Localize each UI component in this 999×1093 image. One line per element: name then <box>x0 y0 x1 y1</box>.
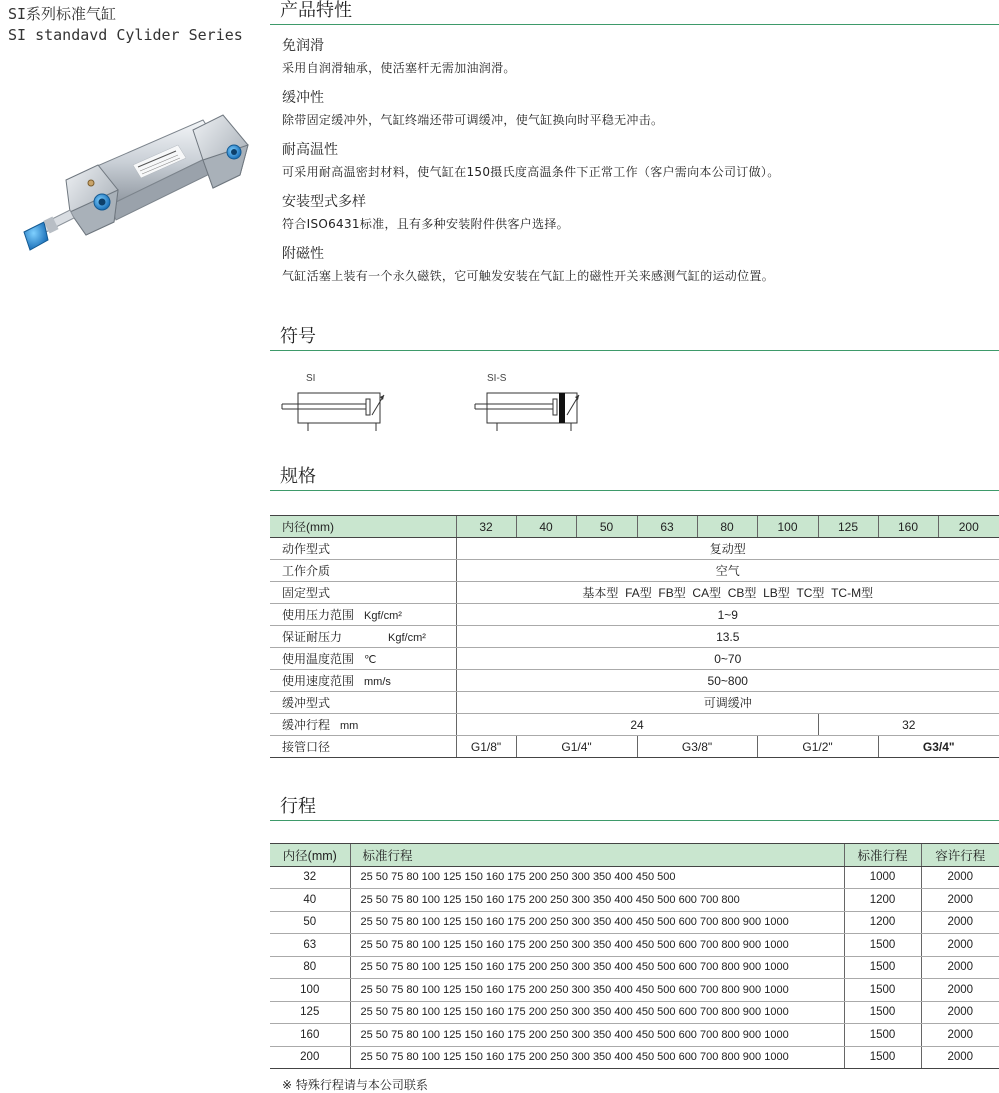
spec-port-row <box>270 736 999 758</box>
stroke-list: 25 50 75 80 100 125 150 160 175 200 250 300 350 400 450 500 600 700 800 <box>350 889 844 912</box>
spec-row-label-cell <box>270 692 456 714</box>
spec-bore-cell: 50 <box>576 516 637 538</box>
spec-row-label-cell <box>270 648 456 670</box>
stroke-bore: 80 <box>270 956 350 979</box>
spec-row-label: 工作介质 <box>282 564 331 578</box>
spec-cushion-label: 缓冲行程 <box>282 718 331 732</box>
stroke-std: 1500 <box>844 934 921 957</box>
stroke-std: 1200 <box>844 911 921 934</box>
stroke-std: 1200 <box>844 889 921 912</box>
stroke-table <box>270 843 999 1069</box>
stroke-list: 25 50 75 80 100 125 150 160 175 200 250 300 350 400 450 500 600 700 800 900 1000 <box>350 1001 844 1024</box>
stroke-max: 2000 <box>921 979 999 1002</box>
stroke-max: 2000 <box>921 1046 999 1069</box>
spec-row-label: 缓冲型式 <box>282 696 331 710</box>
spec-row-label: 保证耐压力 <box>282 630 343 644</box>
stroke-bore: 125 <box>270 1001 350 1024</box>
stroke-bore: 160 <box>270 1024 350 1047</box>
spec-row-unit: ℃ <box>364 654 377 666</box>
feature-desc: 采用自润滑轴承，使活塞杆无需加油润滑。 <box>282 61 516 75</box>
spec-cushion-label-cell <box>270 714 456 736</box>
symbol-label-si-s: SI-S <box>487 373 507 384</box>
features-list <box>270 35 999 295</box>
stroke-bore: 32 <box>270 866 350 889</box>
spec-bore-cell: 125 <box>818 516 878 538</box>
spec-row-label: 使用温度范围 <box>282 652 355 666</box>
spec-port-value: G3/8" <box>637 736 757 758</box>
feature-title: 附磁性 <box>282 246 324 262</box>
spec-bore-cell: 160 <box>878 516 938 538</box>
stroke-row <box>270 889 999 912</box>
spec-row-label: 动作型式 <box>282 542 331 556</box>
spec-row-value: 0~70 <box>456 648 999 670</box>
spec-row <box>270 670 999 692</box>
spec-row-value: 13.5 <box>456 626 999 648</box>
feature-title: 免润滑 <box>282 38 324 54</box>
stroke-note: ※ 特殊行程请与本公司联系 <box>282 1078 428 1092</box>
stroke-row <box>270 956 999 979</box>
spec-row-unit: Kgf/cm² <box>364 610 402 622</box>
spec-row-label-cell <box>270 626 456 648</box>
spec-row-value: 可调缓冲 <box>456 692 999 714</box>
spec-heading <box>270 466 999 491</box>
symbol-si-diagram <box>280 389 390 433</box>
main-content <box>270 0 999 1092</box>
feature-desc: 除带固定缓冲外，气缸终端还带可调缓冲，使气缸换向时平稳无冲击。 <box>282 113 664 127</box>
spec-cushion-unit: mm <box>340 720 359 732</box>
stroke-header-row <box>270 844 999 867</box>
stroke-max: 2000 <box>921 866 999 889</box>
spec-bore-cell: 100 <box>757 516 818 538</box>
symbol-si-s-diagram <box>473 389 583 433</box>
spec-bore-cell: 80 <box>697 516 757 538</box>
stroke-bore: 100 <box>270 979 350 1002</box>
stroke-list: 25 50 75 80 100 125 150 160 175 200 250 300 350 400 450 500 600 700 800 900 1000 <box>350 1046 844 1069</box>
cylinder-product-image <box>18 110 253 260</box>
stroke-header-max: 容许行程 <box>921 844 999 867</box>
series-title-cn: SI系列标准气缸 <box>8 5 117 23</box>
stroke-row <box>270 911 999 934</box>
spec-cushion-value-large: 32 <box>818 714 999 736</box>
stroke-row <box>270 1024 999 1047</box>
spec-row-label-cell <box>270 560 456 582</box>
stroke-std: 1500 <box>844 979 921 1002</box>
stroke-row <box>270 979 999 1002</box>
spec-row <box>270 648 999 670</box>
spec-row-label-cell <box>270 538 456 560</box>
symbol-label-si: SI <box>306 373 316 384</box>
spec-header-row <box>270 516 999 538</box>
stroke-list: 25 50 75 80 100 125 150 160 175 200 250 300 350 400 450 500 600 700 800 900 1000 <box>350 934 844 957</box>
series-title <box>8 4 243 46</box>
spec-bore-cell: 63 <box>637 516 697 538</box>
spec-row-value: 50~800 <box>456 670 999 692</box>
spec-row-label: 使用压力范围 <box>282 608 355 622</box>
spec-port-value: G1/8" <box>456 736 516 758</box>
spec-row-value: 复动型 <box>456 538 999 560</box>
spec-row <box>270 560 999 582</box>
series-title-en: SI standavd Cylider Series <box>8 26 243 44</box>
spec-row <box>270 604 999 626</box>
stroke-bore: 50 <box>270 911 350 934</box>
spec-row-value: 基本型 FA型 FB型 CA型 CB型 LB型 TC型 TC-M型 <box>456 582 999 604</box>
stroke-std: 1500 <box>844 956 921 979</box>
spec-row-unit: Kgf/cm² <box>388 632 426 644</box>
spec-row-unit: mm/s <box>364 676 391 688</box>
feature-desc: 符合ISO6431标准，且有多种安装附件供客户选择。 <box>282 217 569 231</box>
spec-bore-label: 内径(mm) <box>270 516 456 538</box>
spec-row <box>270 582 999 604</box>
symbols-heading-text: 符号 <box>280 326 316 347</box>
spec-port-value: G1/2" <box>757 736 878 758</box>
spec-row-label-cell <box>270 582 456 604</box>
spec-row-label-cell <box>270 604 456 626</box>
spec-row <box>270 692 999 714</box>
spec-port-value: G1/4" <box>516 736 637 758</box>
stroke-row <box>270 934 999 957</box>
stroke-std: 1500 <box>844 1046 921 1069</box>
stroke-std: 1000 <box>844 866 921 889</box>
stroke-max: 2000 <box>921 934 999 957</box>
feature-desc: 可采用耐高温密封材料，使气缸在150摄氏度高温条件下正常工作（客户需向本公司订做）。 <box>282 165 780 179</box>
spec-row-label: 使用速度范围 <box>282 674 355 688</box>
feature-title: 缓冲性 <box>282 90 324 106</box>
feature-title: 安装型式多样 <box>282 194 366 210</box>
spec-port-value: G3/4" <box>878 736 999 758</box>
stroke-list: 25 50 75 80 100 125 150 160 175 200 250 300 350 400 450 500 600 700 800 900 1000 <box>350 956 844 979</box>
stroke-header-list: 标准行程 <box>350 844 844 867</box>
stroke-bore: 200 <box>270 1046 350 1069</box>
spec-port-label: 接管口径 <box>270 736 456 758</box>
stroke-list: 25 50 75 80 100 125 150 160 175 200 250 300 350 400 450 500 600 700 800 900 1000 <box>350 911 844 934</box>
stroke-max: 2000 <box>921 1001 999 1024</box>
stroke-max: 2000 <box>921 956 999 979</box>
stroke-list: 25 50 75 80 100 125 150 160 175 200 250 300 350 400 450 500 600 700 800 900 1000 <box>350 1024 844 1047</box>
stroke-row <box>270 866 999 889</box>
stroke-max: 2000 <box>921 1024 999 1047</box>
symbols-area <box>270 351 999 431</box>
stroke-row <box>270 1001 999 1024</box>
stroke-max: 2000 <box>921 889 999 912</box>
feature-title: 耐高温性 <box>282 142 338 158</box>
stroke-header-std: 标准行程 <box>844 844 921 867</box>
feature-desc: 气缸活塞上装有一个永久磁铁，它可触发安装在气缸上的磁性开关来感测气缸的运动位置。 <box>282 269 775 283</box>
stroke-list: 25 50 75 80 100 125 150 160 175 200 250 300 350 400 450 500 <box>350 866 844 889</box>
stroke-bore: 40 <box>270 889 350 912</box>
spec-row-value: 1~9 <box>456 604 999 626</box>
spec-cushion-value-small: 24 <box>456 714 818 736</box>
features-heading <box>270 0 999 25</box>
spec-heading-text: 规格 <box>280 466 316 487</box>
stroke-heading <box>270 796 999 821</box>
spec-row <box>270 538 999 560</box>
stroke-row <box>270 1046 999 1069</box>
spec-cushion-row <box>270 714 999 736</box>
spec-row <box>270 626 999 648</box>
stroke-std: 1500 <box>844 1024 921 1047</box>
spec-row-value: 空气 <box>456 560 999 582</box>
stroke-std: 1500 <box>844 1001 921 1024</box>
spec-bore-cell: 32 <box>456 516 516 538</box>
stroke-header-bore: 内径(mm) <box>270 844 350 867</box>
stroke-heading-text: 行程 <box>280 796 316 817</box>
features-heading-text: 产品特性 <box>280 0 352 21</box>
spec-table <box>270 515 999 758</box>
stroke-bore: 63 <box>270 934 350 957</box>
spec-bore-cell: 200 <box>938 516 999 538</box>
stroke-list: 25 50 75 80 100 125 150 160 175 200 250 300 350 400 450 500 600 700 800 900 1000 <box>350 979 844 1002</box>
spec-row-label-cell <box>270 670 456 692</box>
spec-bore-cell: 40 <box>516 516 576 538</box>
symbols-heading <box>270 326 999 351</box>
spec-row-label: 固定型式 <box>282 586 331 600</box>
stroke-max: 2000 <box>921 911 999 934</box>
